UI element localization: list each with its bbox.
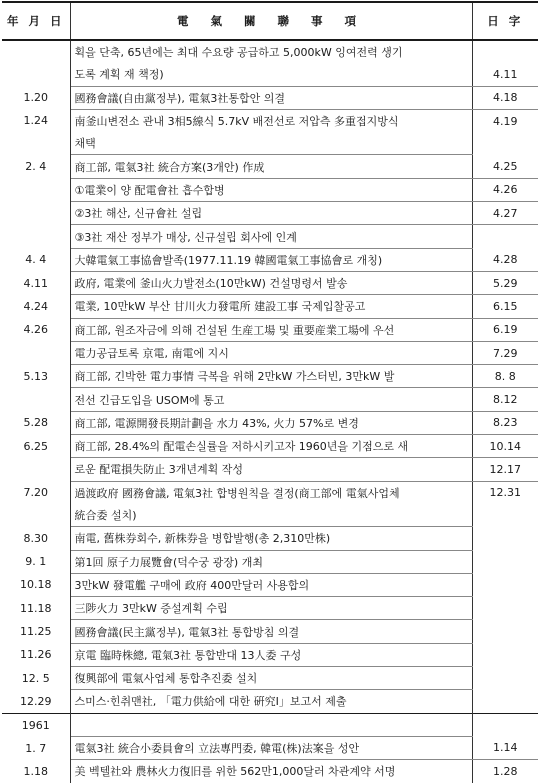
row-event-text: 電力공급토록 京電, 南電에 지시 bbox=[70, 341, 472, 364]
row-date: 1.14 bbox=[472, 736, 538, 759]
table-row bbox=[2, 527, 538, 550]
row-event-text: 美 벡텔社와 農林火力復旧를 위한 562만1,000달러 차관계약 서명 bbox=[70, 760, 472, 783]
table-row bbox=[2, 132, 538, 155]
row-date: 8.23 bbox=[472, 411, 538, 434]
row-event-text: 統合委 설치) bbox=[70, 504, 472, 527]
row-event-text: ②3社 해산, 신규會社 설립 bbox=[70, 202, 472, 225]
row-month-day bbox=[2, 178, 70, 201]
table-row bbox=[2, 295, 538, 318]
row-event-text: 채택 bbox=[70, 132, 472, 155]
row-month-day bbox=[2, 504, 70, 527]
table-row bbox=[2, 667, 538, 690]
table-row bbox=[2, 550, 538, 573]
row-event-text: 도록 계획 재 책정) bbox=[70, 63, 472, 86]
table-row bbox=[2, 388, 538, 411]
row-event-text: 復興部에 電氣사업체 통합추진委 설치 bbox=[70, 667, 472, 690]
row-event-text: ③3社 재산 정부가 매상, 신규설립 회사에 인계 bbox=[70, 225, 472, 248]
row-month-day: 7.20 bbox=[2, 481, 70, 504]
table-row bbox=[2, 63, 538, 86]
row-event-text: 國務會議(民主黨정부), 電氣3社 통합방침 의결 bbox=[70, 620, 472, 643]
table-row bbox=[2, 365, 538, 388]
table-row bbox=[2, 155, 538, 178]
row-date: 5.29 bbox=[472, 271, 538, 294]
row-date bbox=[472, 504, 538, 527]
row-month-day bbox=[2, 132, 70, 155]
table-row bbox=[2, 271, 538, 294]
row-date: 6.15 bbox=[472, 295, 538, 318]
row-date bbox=[472, 620, 538, 643]
row-month-day: 1. 7 bbox=[2, 736, 70, 759]
table-row bbox=[2, 202, 538, 225]
row-month-day: 4. 4 bbox=[2, 248, 70, 271]
row-month-day bbox=[2, 202, 70, 225]
row-event-text: 三陟火力 3만kW 증설계획 수립 bbox=[70, 597, 472, 620]
header-date: 日 字 bbox=[472, 2, 538, 40]
row-month-day: 9. 1 bbox=[2, 550, 70, 573]
row-date: 4.28 bbox=[472, 248, 538, 271]
row-event-text: 國務會議(自由黨정부), 電氣3社통합안 의결 bbox=[70, 86, 472, 109]
row-month-day: 5.13 bbox=[2, 365, 70, 388]
row-month-day: 12. 5 bbox=[2, 667, 70, 690]
row-event-text: 스미스·힌취맨社, 「電力供給에 대한 硏究Ⅰ」보고서 제출 bbox=[70, 690, 472, 713]
row-month-day: 4.11 bbox=[2, 271, 70, 294]
row-month-day: 1.18 bbox=[2, 760, 70, 783]
row-event-text: 大韓電氣工事協會발족(1977.11.19 韓國電氣工事協會로 개칭) bbox=[70, 248, 472, 271]
row-event-text: 過渡政府 國務會議, 電氣3社 합병원칙을 결정(商工部에 電氣사업체 bbox=[70, 481, 472, 504]
chronology-table bbox=[2, 1, 538, 783]
table-row bbox=[2, 40, 538, 63]
table-row bbox=[2, 248, 538, 271]
row-month-day: 1961 bbox=[2, 713, 70, 736]
row-event-text: 第1回 原子力展覽會(덕수궁 광장) 개최 bbox=[70, 550, 472, 573]
row-date bbox=[472, 597, 538, 620]
row-month-day bbox=[2, 63, 70, 86]
row-month-day: 1.24 bbox=[2, 109, 70, 132]
row-month-day bbox=[2, 388, 70, 411]
row-event-text: 南釜山변전소 관내 3相5線식 5.7kV 배전선로 저압측 多重접지방식 bbox=[70, 109, 472, 132]
row-month-day: 11.25 bbox=[2, 620, 70, 643]
row-month-day: 5.28 bbox=[2, 411, 70, 434]
table-row bbox=[2, 411, 538, 434]
table-row bbox=[2, 504, 538, 527]
table-row bbox=[2, 713, 538, 736]
row-month-day: 12.29 bbox=[2, 690, 70, 713]
row-event-text: 商工部, 원조자금에 의해 건설된 生産工場 및 重要産業工場에 우선 bbox=[70, 318, 472, 341]
row-month-day: 6.25 bbox=[2, 435, 70, 458]
table-row bbox=[2, 760, 538, 783]
row-date: 10.14 bbox=[472, 435, 538, 458]
table-row bbox=[2, 225, 538, 248]
table-row bbox=[2, 435, 538, 458]
row-date bbox=[472, 643, 538, 666]
row-event-text: 획을 단축, 65년에는 최대 수요량 공급하고 5,000kW 잉여전력 생기 bbox=[70, 40, 472, 63]
table-row bbox=[2, 109, 538, 132]
row-event-text: 商工部, 긴박한 電力事情 극복을 위해 2만kW 가스터빈, 3만kW 발 bbox=[70, 365, 472, 388]
row-date: 8. 8 bbox=[472, 365, 538, 388]
table-row bbox=[2, 318, 538, 341]
row-date: 4.19 bbox=[493, 114, 518, 128]
table-row bbox=[2, 736, 538, 759]
row-month-day: 4.24 bbox=[2, 295, 70, 318]
row-date bbox=[472, 550, 538, 573]
table-row bbox=[2, 573, 538, 596]
row-date bbox=[472, 667, 538, 690]
table-row bbox=[2, 620, 538, 643]
row-month-day bbox=[2, 458, 70, 481]
table-row bbox=[2, 643, 538, 666]
row-month-day bbox=[2, 40, 70, 63]
table-row bbox=[2, 341, 538, 364]
row-month-day: 1.20 bbox=[2, 86, 70, 109]
row-month-day: 2. 4 bbox=[2, 155, 70, 178]
row-date: 7.29 bbox=[472, 341, 538, 364]
row-date: 12.31 bbox=[489, 486, 521, 500]
row-event-text: ①電業이 양 配電會社 흡수합병 bbox=[70, 178, 472, 201]
row-month-day: 10.18 bbox=[2, 573, 70, 596]
row-date: 12.17 bbox=[472, 458, 538, 481]
row-event-text: 商工部, 電源開發長期計劃을 水力 43%, 火力 57%로 변경 bbox=[70, 411, 472, 434]
table-row bbox=[2, 458, 538, 481]
row-event-text: 전선 긴급도입을 USOM에 통고 bbox=[70, 388, 472, 411]
row-event-text: 로운 配電損失防止 3개년계획 작성 bbox=[70, 458, 472, 481]
row-event-text: 3만kW 發電艦 구매에 政府 400만달러 사용합의 bbox=[70, 573, 472, 596]
row-month-day: 11.26 bbox=[2, 643, 70, 666]
row-date bbox=[472, 713, 538, 736]
row-month-day: 8.30 bbox=[2, 527, 70, 550]
row-month-day: 4.26 bbox=[2, 318, 70, 341]
row-date bbox=[472, 690, 538, 713]
row-event-text bbox=[70, 713, 472, 736]
row-date bbox=[472, 225, 538, 248]
row-date: 1.28 bbox=[493, 764, 518, 778]
row-date bbox=[472, 40, 538, 63]
header-month-day: 年 月 日 bbox=[2, 2, 70, 40]
row-date: 8.12 bbox=[472, 388, 538, 411]
row-date bbox=[472, 527, 538, 550]
row-event-text: 電業, 10만kW 부산 甘川火力發電所 建設工事 국제입찰공고 bbox=[70, 295, 472, 318]
table-row bbox=[2, 178, 538, 201]
row-date: 6.19 bbox=[472, 318, 538, 341]
table-row bbox=[2, 597, 538, 620]
row-date bbox=[472, 132, 538, 155]
row-event-text: 商工部, 電氣3社 統合方案(3개안) 作成 bbox=[70, 155, 472, 178]
row-month-day: 11.18 bbox=[2, 597, 70, 620]
table-row bbox=[2, 690, 538, 713]
header-event: 電 氣 關 聯 事 項 bbox=[70, 2, 472, 40]
row-event-text: 政府, 電業에 釜山火力발전소(10만kW) 건설명령서 발송 bbox=[70, 271, 472, 294]
table-header bbox=[2, 2, 538, 40]
table-body bbox=[2, 40, 538, 783]
row-month-day bbox=[2, 225, 70, 248]
row-event-text: 南電, 舊株券회수, 新株券을 병합발행(총 2,310만株) bbox=[70, 527, 472, 550]
row-date: 4.11 bbox=[472, 63, 538, 86]
row-event-text: 商工部, 28.4%의 配電손실률을 저하시키고자 1960년을 기점으로 새 bbox=[70, 435, 472, 458]
table-row bbox=[2, 86, 538, 109]
row-date: 4.18 bbox=[472, 86, 538, 109]
row-date bbox=[472, 573, 538, 596]
row-event-text: 電氣3社 統合小委員會의 立法專門委, 韓電(株)法案을 성안 bbox=[70, 736, 472, 759]
row-date: 4.26 bbox=[472, 178, 538, 201]
row-month-day bbox=[2, 341, 70, 364]
table-row bbox=[2, 481, 538, 504]
row-event-text: 京電 臨時株總, 電氣3社 통합반대 13人委 구성 bbox=[70, 643, 472, 666]
row-date: 4.25 bbox=[472, 155, 538, 178]
row-date: 4.27 bbox=[472, 202, 538, 225]
